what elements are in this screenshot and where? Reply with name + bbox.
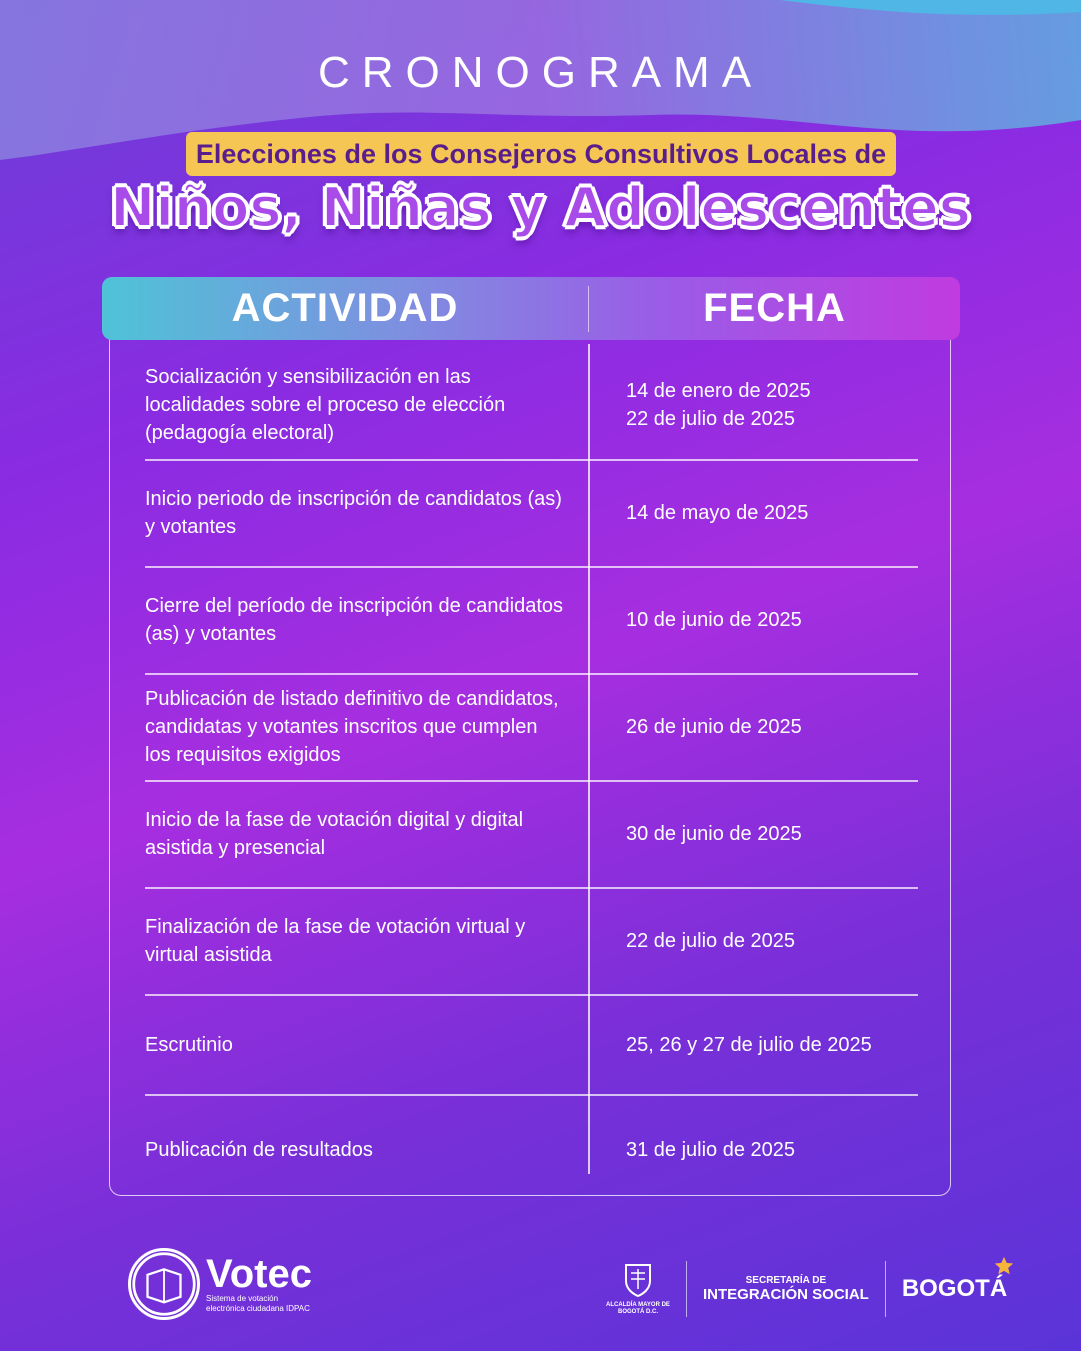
row-activity: Socialización y sensibilización en las localidades sobre el proceso de elección (pedagogía electoral) (145, 366, 506, 444)
logo-separator (885, 1261, 886, 1317)
row-activity: Publicación de resultados (145, 1139, 373, 1161)
table-row (145, 995, 918, 1094)
row-activity: Publicación de listado definitivo de candidatos, candidatas y votantes inscritos que cumplen los requisitos exigidos (145, 688, 559, 766)
row-date: 25, 26 y 27 de julio de 2025 (626, 1033, 872, 1056)
table-row (145, 1095, 918, 1205)
table-row (145, 674, 918, 780)
table-row (145, 460, 918, 566)
table-row (145, 352, 918, 458)
row-activity: Finalización de la fase de votación virtual y virtual asistida (145, 916, 526, 966)
bogota-logo (902, 1275, 1007, 1303)
shield-icon (623, 1263, 653, 1297)
alcaldia-text: ALCALDÍA MAYOR DE BOGOTÁ D.C. (606, 1301, 670, 1315)
bogota-text: BOGOTÁ (901, 1275, 1008, 1302)
table-row (145, 781, 918, 887)
row-date: 10 de junio de 2025 (626, 609, 802, 631)
secretaria-small-text: SECRETARÍA DE (745, 1275, 827, 1286)
star-icon (993, 1255, 1015, 1277)
row-activity: Cierre del período de inscripción de candidatos (as) y votantes (145, 595, 564, 645)
secretaria-logo (703, 1275, 869, 1303)
page-title: CRONOGRAMA (317, 48, 764, 97)
row-date: 14 de mayo de 2025 (626, 502, 809, 524)
row-date: 31 de julio de 2025 (626, 1139, 796, 1161)
votec-seal-icon (128, 1248, 200, 1320)
votec-name: Votec (206, 1252, 312, 1296)
row-activity: Escrutinio (145, 1033, 233, 1056)
institution-logos (606, 1258, 1007, 1320)
table-row (145, 888, 918, 994)
votec-logo (128, 1248, 316, 1320)
logo-separator (686, 1261, 687, 1317)
header-date: FECHA (703, 286, 846, 330)
table-row (145, 567, 918, 673)
row-date: 22 de julio de 2025 (626, 930, 796, 952)
row-date: 14 de enero de 2025 22 de julio de 2025 (626, 380, 811, 430)
row-activity: Inicio de la fase de votación digital y digital asistida y presencial (145, 809, 524, 859)
headline: Niños, Niñas y Adolescentes (110, 176, 971, 239)
row-date: 30 de junio de 2025 (626, 823, 802, 845)
header-activity: ACTIVIDAD (231, 286, 459, 330)
row-activity: Inicio periodo de inscripción de candidatos (as) y votantes (145, 488, 562, 538)
secretaria-big-text: INTEGRACIÓN SOCIAL (703, 1286, 869, 1303)
table-header (102, 277, 960, 340)
row-date: 26 de junio de 2025 (626, 716, 802, 738)
subtitle-banner: Elecciones de los Consejeros Consultivos Locales de (186, 132, 896, 176)
alcaldia-logo (606, 1263, 670, 1316)
votec-tagline: Sistema de votación electrónica ciudadana IDPAC (206, 1294, 310, 1313)
